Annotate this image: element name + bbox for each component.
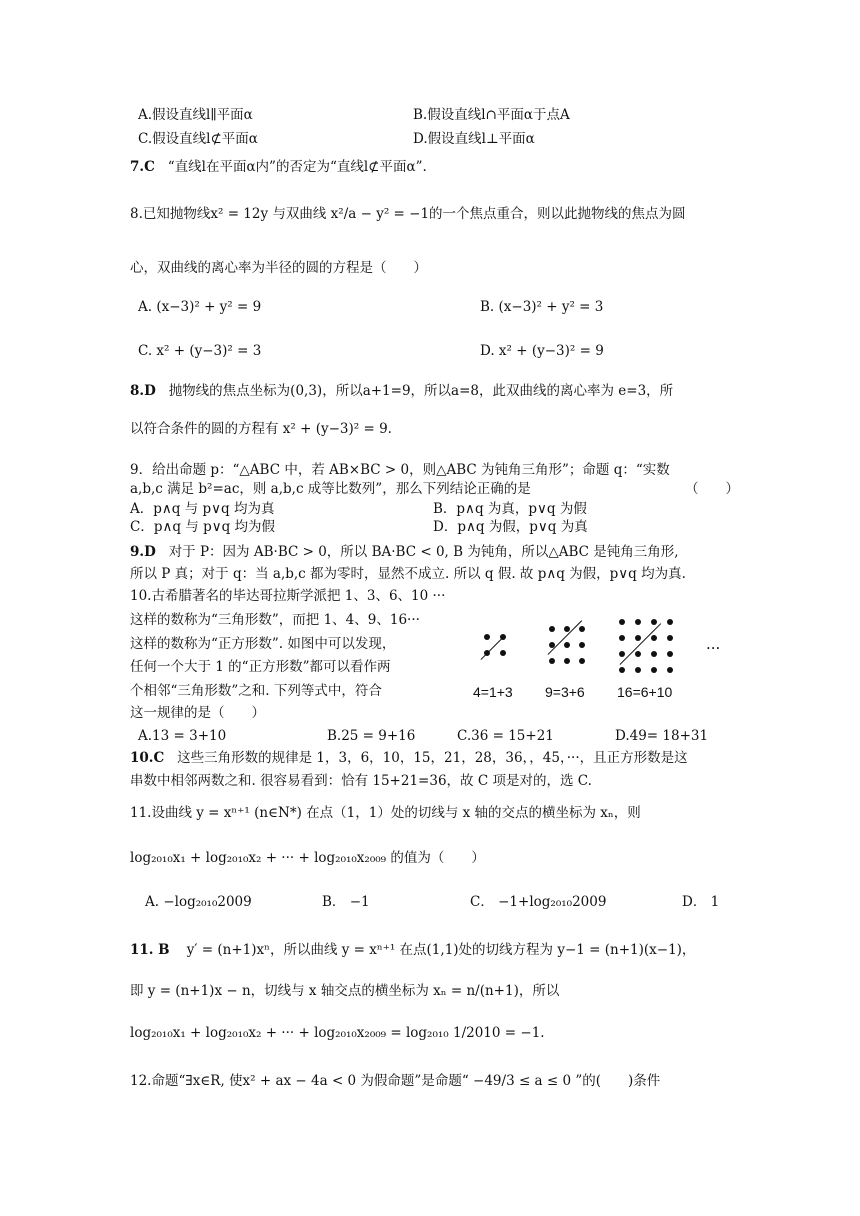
dot xyxy=(549,658,555,664)
divider-line xyxy=(481,638,503,660)
answer-number: 11. B xyxy=(130,942,170,958)
dot xyxy=(635,651,641,657)
option-b: B.假设直线l∩平面α于点A xyxy=(413,107,570,123)
answer-text: y′ = (n+1)xⁿ，所以曲线 y = xⁿ⁺¹ 在点(1,1)处的切线方程为 y−1 = (n+1)(x−1)， xyxy=(186,942,696,958)
option-d: D．p∧q 为假，p∨q 为真 xyxy=(433,519,588,535)
answer-10-line2: 串数中相邻两数之和. 很容易看到：恰有 15+21=36，故 C 项是对的，选 C. xyxy=(130,773,592,789)
dot xyxy=(564,642,570,648)
dot xyxy=(549,626,555,632)
dot xyxy=(579,642,585,648)
dot xyxy=(579,658,585,664)
answer-paren: （ ） xyxy=(685,481,739,497)
answer-text: 对于 P：因为 AB·BC > 0，所以 BA·BC < 0, B 为钝角，所以△ABC 是钝角三角形, xyxy=(168,544,679,560)
figure-ellipsis: ··· xyxy=(706,639,721,657)
answer-8-line2: 以符合条件的圆的方程有 x² + (y−3)² = 9. xyxy=(130,421,392,437)
figure-caption-3: 16=6+10 xyxy=(617,684,673,700)
option-a: A.假设直线l∥平面α xyxy=(138,107,253,123)
dot xyxy=(635,667,641,673)
question-8-stem-line1: 8.已知抛物线x² = 12y 与双曲线 x²/a − y² = −1的一个焦点重合，则以此抛物线的焦点为圆 xyxy=(130,206,686,222)
option-b: B.25 = 9+16 xyxy=(327,728,416,744)
option-c: C. x² + (y−3)² = 3 xyxy=(138,343,262,359)
question-10-line6: 这一规律的是（ ） xyxy=(130,705,265,721)
answer-9-line2: 所以 P 真；对于 q：当 a,b,c 都为零时，显然不成立. 所以 q 假. 故 p∧q 为假，p∨q 均为真. xyxy=(130,566,686,582)
dot xyxy=(635,619,641,625)
option-a: A.13 = 3+10 xyxy=(138,728,227,744)
dot xyxy=(651,667,657,673)
answer-9-line1 xyxy=(130,545,679,561)
dot xyxy=(667,635,673,641)
option-c: C．p∧q 与 p∨q 均为假 xyxy=(130,519,276,535)
question-8-stem-line2: 心，双曲线的离心率为半径的圆的方程是（ ） xyxy=(130,260,427,276)
dot xyxy=(667,619,673,625)
answer-10-line1 xyxy=(130,751,688,767)
option-c: C.36 = 15+21 xyxy=(457,728,554,744)
figure-caption-1: 4=1+3 xyxy=(473,684,513,700)
answer-11-line3: log₂₀₁₀x₁ + log₂₀₁₀x₂ + ··· + log₂₀₁₀x₂₀₀₉ = log₂₀₁₀ 1/2010 = −1. xyxy=(130,1025,545,1041)
option-a: A. −log₂₀₁₀2009 xyxy=(145,894,252,910)
question-10-line1: 10.古希腊著名的毕达哥拉斯学派把 1、3、6、10 ··· xyxy=(130,588,446,604)
dot xyxy=(619,667,625,673)
dot xyxy=(579,626,585,632)
question-9-line2: a,b,c 满足 b²=ac，则 a,b,c 成等比数列”，那么下列结论正确的是 xyxy=(130,481,531,497)
answer-11-line1 xyxy=(130,943,695,959)
option-c: C.假设直线l⊄平面α xyxy=(138,131,258,147)
answer-text: 这些三角形数的规律是 1，3，6，10，15，21，28，36，，45，···，且正方形数是这 xyxy=(177,750,688,766)
dot xyxy=(619,651,625,657)
question-10-line3: 这样的数称为“正方形数”. 如图中可以发现， xyxy=(130,636,396,652)
answer-number: 7.C xyxy=(130,159,155,175)
dot xyxy=(651,635,657,641)
dot xyxy=(667,651,673,657)
answer-7 xyxy=(130,160,427,176)
figure-caption-2: 9=3+6 xyxy=(545,684,585,700)
answer-number: 10.C xyxy=(130,750,165,766)
option-a: A. (x−3)² + y² = 9 xyxy=(138,299,262,315)
dot xyxy=(667,667,673,673)
question-10-line4: 任何一个大于 1 的“正方形数”都可以看作两 xyxy=(130,659,391,675)
option-c: C． −1+log₂₀₁₀2009 xyxy=(470,894,607,910)
answer-8-line1 xyxy=(130,384,673,400)
dot xyxy=(651,619,657,625)
option-d: D． 1 xyxy=(682,894,720,910)
question-11-stem-line2: log₂₀₁₀x₁ + log₂₀₁₀x₂ + ··· + log₂₀₁₀x₂₀₀₉ 的值为（ ） xyxy=(130,850,485,866)
option-b: B．p∧q 为真，p∨q 为假 xyxy=(433,501,587,517)
answer-11-line2: 即 y = (n+1)x − n，切线与 x 轴交点的横坐标为 xₙ = n/(n+1)，所以 xyxy=(130,983,560,999)
dot xyxy=(619,619,625,625)
answer-text: 抛物线的焦点坐标为(0,3)，所以a+1=9，所以a=8，此双曲线的离心率为 e=3，所 xyxy=(168,383,674,399)
dot xyxy=(484,634,490,640)
answer-number: 9.D xyxy=(130,544,156,560)
divider-line xyxy=(620,623,662,665)
question-11-stem-line1: 11.设曲线 y = xⁿ⁺¹ (n∈N*) 在点（1，1）处的切线与 x 轴的交点的横坐标为 xₙ，则 xyxy=(130,805,641,821)
answer-number: 8.D xyxy=(130,383,156,399)
dot xyxy=(635,635,641,641)
dot xyxy=(500,650,506,656)
dot xyxy=(619,635,625,641)
option-a: A．p∧q 与 p∨q 均为真 xyxy=(130,501,275,517)
question-9-line1: 9．给出命题 p：“△ABC 中，若 AB×BC > 0，则△ABC 为钝角三角形”；命题 q：“实数 xyxy=(130,462,670,478)
option-d: D.假设直线l⊥平面α xyxy=(413,131,535,147)
dot xyxy=(651,651,657,657)
option-d: D. x² + (y−3)² = 9 xyxy=(480,343,604,359)
question-12-line1: 12.命题“∃x∈R, 使x² + ax − 4a < 0 为假命题”是命题“ −49/3 ≤ a ≤ 0 ”的( )条件 xyxy=(130,1073,661,1089)
dot xyxy=(564,658,570,664)
option-b: B． −1 xyxy=(322,894,370,910)
option-b: B. (x−3)² + y² = 3 xyxy=(480,299,604,315)
question-10-line5: 个相邻“三角形数”之和. 下列等式中，符合 xyxy=(130,683,382,699)
question-10-line2: 这样的数称为“三角形数”，而把 1、4、9、16··· xyxy=(130,612,420,628)
answer-text: “直线l在平面α内”的否定为“直线l⊄平面α”. xyxy=(167,159,427,175)
option-d: D.49= 18+31 xyxy=(615,728,709,744)
